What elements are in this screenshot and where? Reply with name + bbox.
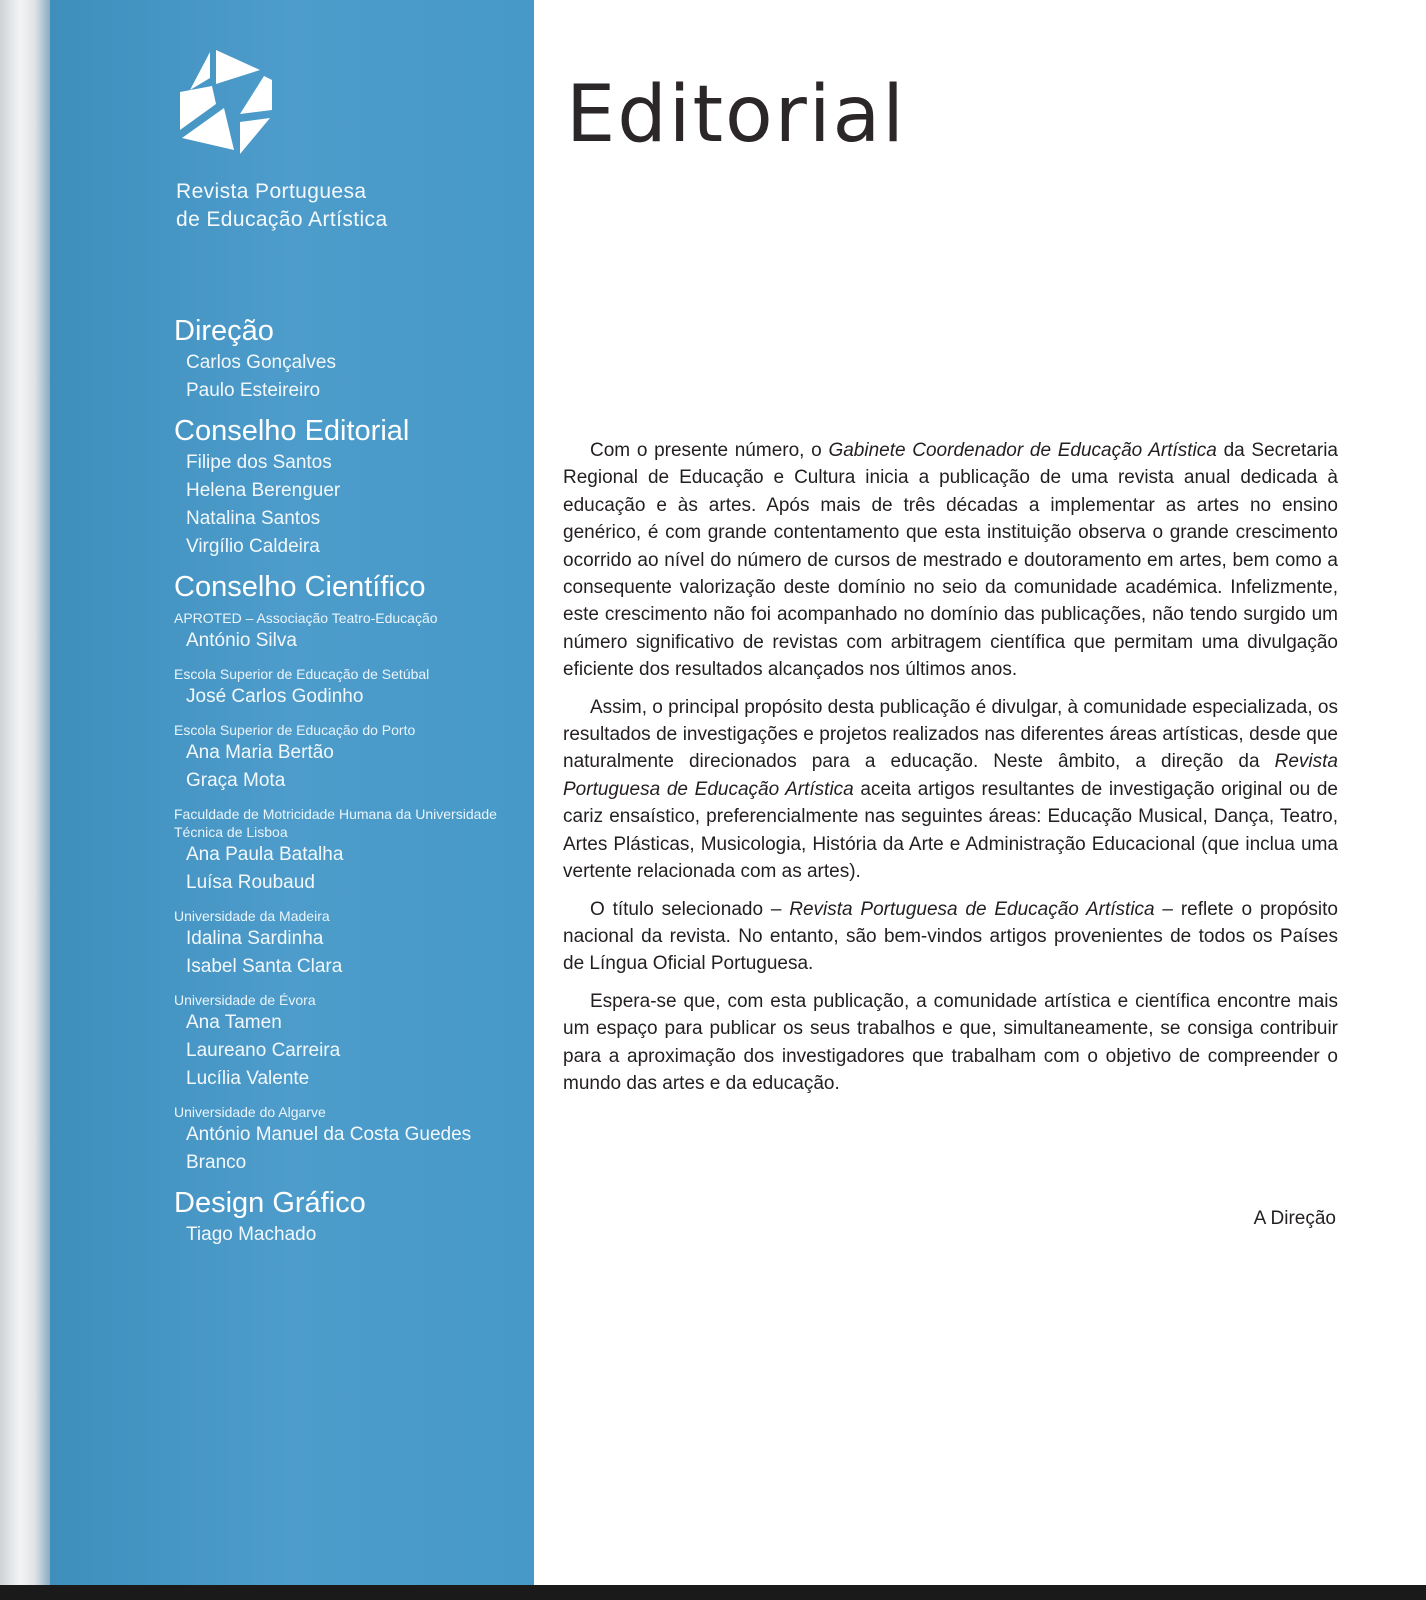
institution-label: Universidade da Madeira	[174, 908, 330, 924]
direcao-heading: Direção	[174, 315, 274, 347]
signature: A Direção	[1253, 1208, 1336, 1229]
staff-name: Filipe dos Santos	[186, 452, 332, 473]
direcao-section	[174, 313, 514, 405]
page-title: Editorial	[566, 70, 906, 160]
staff-name: Luísa Roubaud	[186, 872, 315, 893]
page-bottom-edge	[0, 1585, 1426, 1600]
journal-name	[176, 178, 388, 234]
editorial-staff	[174, 313, 514, 1257]
journal-name-line-2: de Educação Artística	[176, 208, 388, 231]
design-grafico-section	[174, 1185, 514, 1249]
text-run: – reflete o propósito nacional da revista. No entanto, são bem-vindos artigos provenientes de todos os Países de Língua Oficial Portuguesa.	[563, 898, 1338, 975]
conselho-cientifico-section	[174, 569, 514, 1177]
institution-label: Universidade de Évora	[174, 992, 316, 1008]
staff-name: Isabel Santa Clara	[186, 956, 343, 977]
conselho-cientifico-heading: Conselho Científico	[174, 571, 426, 603]
staff-name: Carlos Gonçalves	[186, 352, 336, 373]
staff-name: Virgílio Caldeira	[186, 536, 320, 557]
institution-label: APROTED – Associação Teatro-Educação	[174, 610, 438, 626]
staff-name: José Carlos Godinho	[186, 686, 364, 707]
staff-name: Ana Tamen	[186, 1012, 282, 1033]
paragraph	[563, 694, 1338, 886]
paragraph	[563, 437, 1338, 684]
design-grafico-heading: Design Gráfico	[174, 1187, 366, 1219]
staff-name: Laureano Carreira	[186, 1040, 341, 1061]
italic-text-run: Revista Portuguesa de Educação Artística	[789, 898, 1155, 920]
staff-name: António Manuel da Costa Guedes Branco	[186, 1124, 472, 1173]
editorial-body	[563, 437, 1338, 1107]
journal-name-line-1: Revista Portuguesa	[176, 180, 367, 203]
journal-logo-icon	[176, 46, 276, 158]
institution-label: Escola Superior de Educação de Setúbal	[174, 666, 430, 682]
text-run: O título selecionado –	[590, 898, 790, 920]
staff-name: Ana Paula Batalha	[186, 844, 344, 865]
text-run: Assim, o principal propósito desta publicação é divulgar, à comunidade especializada, os resultados de investigações e projetos realizados nas diferentes áreas artísticas, desde que naturalmente direcionados para a educação. Neste âmbito, a direção da	[563, 696, 1338, 773]
institution-label: Faculdade de Motricidade Humana da Universidade Técnica de Lisboa	[174, 806, 497, 840]
conselho-editorial-heading: Conselho Editorial	[174, 415, 410, 447]
paragraph	[563, 896, 1338, 978]
italic-text-run: Revista Portuguesa de Educação Artística	[563, 751, 1338, 800]
staff-name: Tiago Machado	[186, 1224, 317, 1245]
staff-name: Lucília Valente	[186, 1068, 310, 1089]
staff-name: Ana Maria Bertão	[186, 742, 334, 763]
staff-name: Idalina Sardinha	[186, 928, 324, 949]
paragraph: Espera-se que, com esta publicação, a comunidade artística e científica encontre mais um espaço para publicar os seus trabalhos e que, simultaneamente, se consiga contribuir para a aproximação dos investigadores que trabalham com o objetivo de compreender o mundo das artes e da educação.	[563, 990, 1338, 1094]
staff-name: António Silva	[186, 630, 297, 651]
staff-name: Paulo Esteireiro	[186, 380, 321, 401]
institution-label: Universidade do Algarve	[174, 1104, 326, 1120]
staff-name: Helena Berenguer	[186, 480, 341, 501]
text-run: aceita artigos resultantes de investigação original ou de cariz ensaístico, preferencialmente nas seguintes áreas: Educação Musical, Dança, Teatro, Artes Plásticas, Musicologia, História da Arte e Administração Educacional (que inclua uma vertente relacionada com as artes).	[563, 778, 1338, 883]
staff-name: Natalina Santos	[186, 508, 321, 529]
conselho-editorial-section	[174, 413, 514, 561]
institution-label: Escola Superior de Educação do Porto	[174, 722, 416, 738]
text-run: da Secretaria Regional de Educação e Cultura inicia a publicação de uma revista anual dedicada à educação e às artes. Após mais de três décadas a implementar as artes no ensino genérico, é com grande contentamento que esta instituição observa o grande crescimento ocorrido ao nível do número de cursos de mestrado e doutoramento em artes, bem como a consequente valorização deste domínio no seio da comunidade académica. Infelizmente, este crescimento não foi acompanhado no domínio das publicações, não tendo surgido um número significativo de revistas com arbitragem científica que permitam uma divulgação eficiente dos resultados alcançados nos últimos anos.	[563, 440, 1339, 681]
staff-name: Graça Mota	[186, 770, 286, 791]
editorial-main	[560, 0, 1340, 1585]
text-run: Com o presente número, o	[590, 440, 829, 461]
italic-text-run: Gabinete Coordenador de Educação Artística	[828, 440, 1217, 461]
